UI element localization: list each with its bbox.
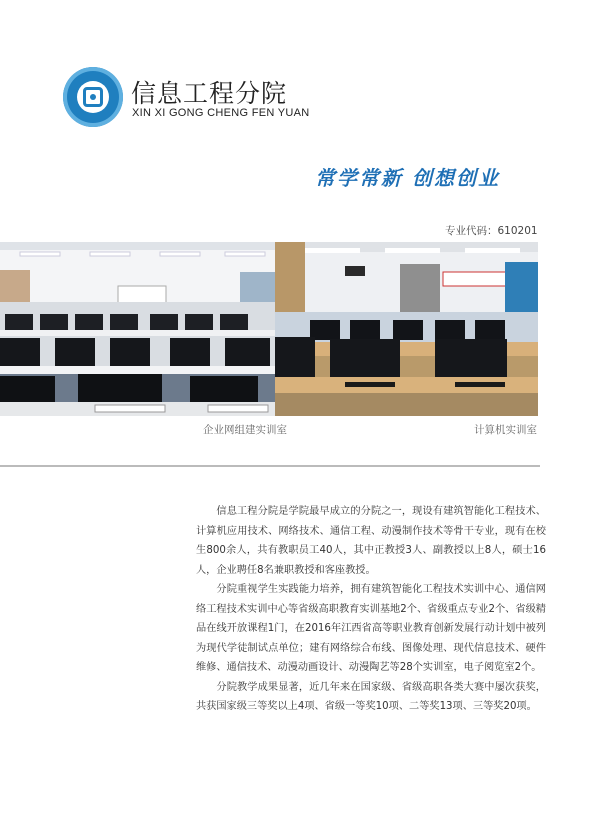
college-pinyin: XIN XI GONG CHENG FEN YUAN [132,107,310,119]
network-lab-photo [0,242,275,416]
left-photo-caption: 企业网组建实训室 [203,424,287,436]
college-seal-icon [83,87,103,107]
intro-paragraph-3: 分院教学成果显著，近几年来在国家级、省级高职各类大赛中屡次获奖，共获国家级三等奖以上4项、省级一等奖10项、二等奖13项、三等奖20项。 [196,681,546,712]
college-title: 信息工程分院 [131,79,288,108]
network-lab-illustration [0,242,275,416]
section-divider [0,465,540,467]
photo-strip [0,242,538,416]
right-photo-caption: 计算机实训室 [474,424,537,436]
intro-paragraph-1: 信息工程分院是学院最早成立的分院之一，现设有建筑智能化工程技术、计算机应用技术、网络技术、通信工程、动漫制作技术等骨干专业，现有在校生800余人，共有教职员工40人，其中正教授3人、副教授以上8人，硕士16人，企业聘任8名兼职教授和客座教授。 [196,506,546,576]
motto: 常学常新 创想创业 [315,166,500,190]
major-code: 专业代码：610201 [445,225,538,237]
computer-lab-photo [275,242,538,416]
college-logo [63,67,123,127]
computer-lab-illustration [275,242,538,416]
intro-text [196,502,546,717]
intro-paragraph-2: 分院重视学生实践能力培养，拥有建筑智能化工程技术实训中心、通信网络工程技术实训中心等省级高职教育实训基地2个、省级重点专业2个、省级精品在线开放课程1门，在2016年江西省高等职业教育创新发展行动计划中被列为现代学徒制试点单位；建有网络综合布线、图像处理、现代信息技术、硬件维修、通信技术、动漫动画设计、动漫陶艺等28个实训室，电子阅览室2个。 [196,584,546,673]
